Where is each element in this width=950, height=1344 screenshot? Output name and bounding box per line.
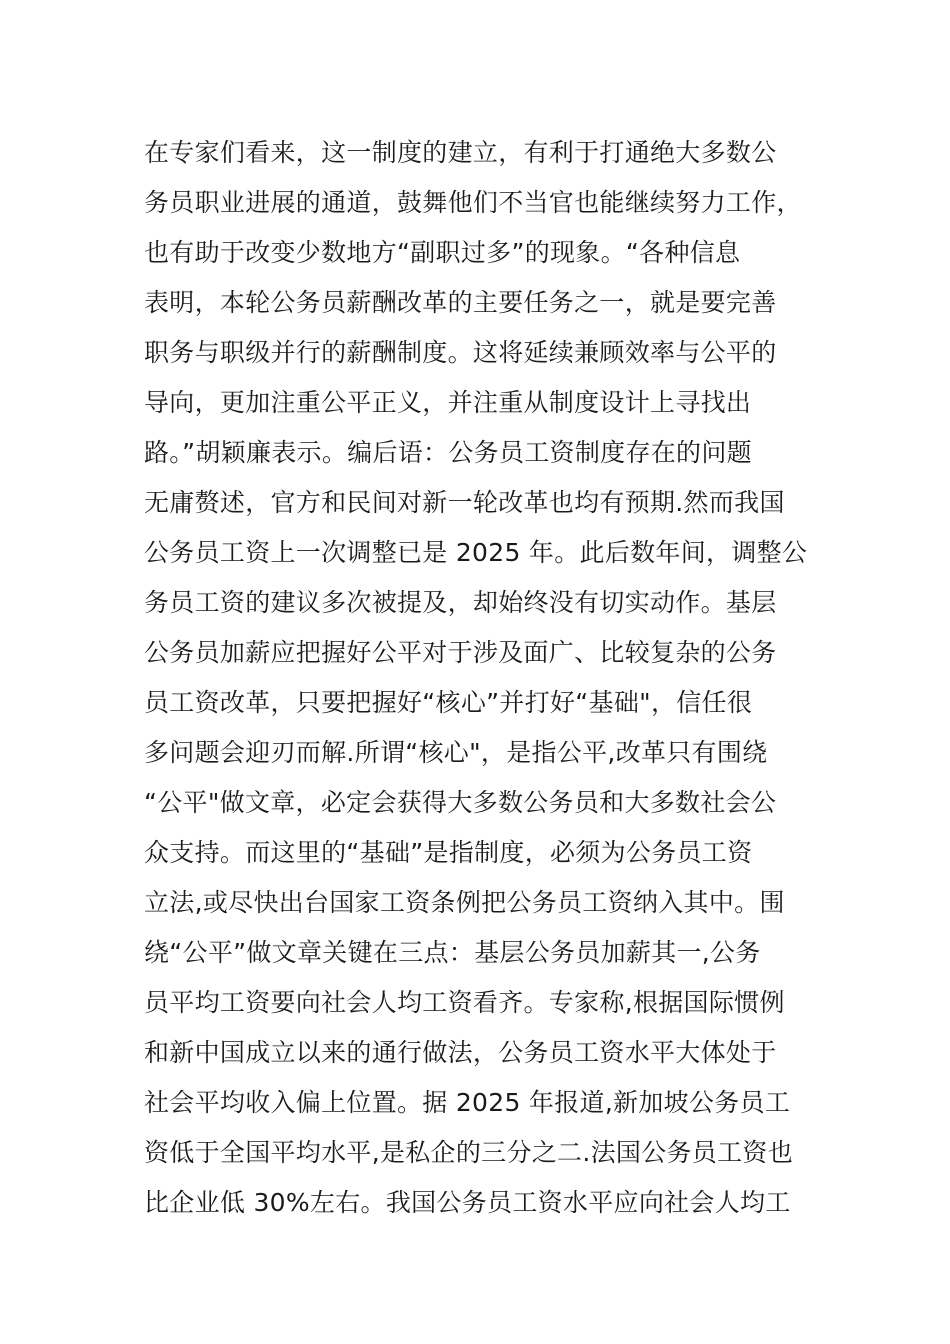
text-line-8: 无庸赘述，官方和民间对新一轮改革也均有预期.然而我国: [144, 488, 785, 517]
text-line-18: 员平均工资要向社会人均工资看齐。专家称,根据国际惯例: [144, 988, 785, 1017]
text-line-15: 众支持。而这里的“基础”是指制度，必须为公务员工资: [144, 838, 753, 867]
text-line-9: 公务员工资上一次调整已是 2025 年。此后数年间，调整公: [144, 538, 808, 567]
text-line-17: 绕“公平”做文章关键在三点：基层公务员加薪其一,公务: [144, 938, 761, 967]
text-line-20: 社会平均收入偏上位置。据 2025 年报道,新加坡公务员工: [144, 1088, 791, 1117]
text-line-1: 在专家们看来，这一制度的建立，有利于打通绝大多数公: [144, 138, 777, 167]
text-line-2: 务员职业进展的通道，鼓舞他们不当官也能继续努力工作，: [144, 188, 802, 217]
text-line-13: 多问题会迎刃而解.所谓“核心"，是指公平,改革只有围绕: [144, 738, 768, 767]
text-line-6: 导向，更加注重公平正义，并注重从制度设计上寻找出: [144, 388, 752, 417]
text-line-11: 公务员加薪应把握好公平对于涉及面广、比较复杂的公务: [144, 638, 777, 667]
text-line-7: 路。”胡颖廉表示。编后语：公务员工资制度存在的问题: [144, 438, 752, 467]
text-line-16: 立法,或尽快出台国家工资条例把公务员工资纳入其中。围: [144, 888, 785, 917]
text-line-22: 比企业低 30%左右。我国公务员工资水平应向社会人均工: [144, 1188, 791, 1217]
text-line-10: 务员工资的建议多次被提及，却始终没有切实动作。基层: [144, 588, 777, 617]
text-line-14: “公平"做文章，必定会获得大多数公务员和大多数社会公: [144, 788, 777, 817]
body-text: [144, 128, 824, 1228]
text-line-21: 资低于全国平均水平,是私企的三分之二.法国公务员工资也: [144, 1138, 793, 1167]
text-line-5: 职务与职级并行的薪酬制度。这将延续兼顾效率与公平的: [144, 338, 777, 367]
text-line-3: 也有助于改变少数地方“副职过多”的现象。“各种信息: [144, 238, 741, 267]
text-line-4: 表明，本轮公务员薪酬改革的主要任务之一，就是要完善: [144, 288, 777, 317]
text-line-19: 和新中国成立以来的通行做法，公务员工资水平大体处于: [144, 1038, 777, 1067]
text-line-12: 员工资改革，只要把握好“核心”并打好“基础"，信任很: [144, 688, 753, 717]
